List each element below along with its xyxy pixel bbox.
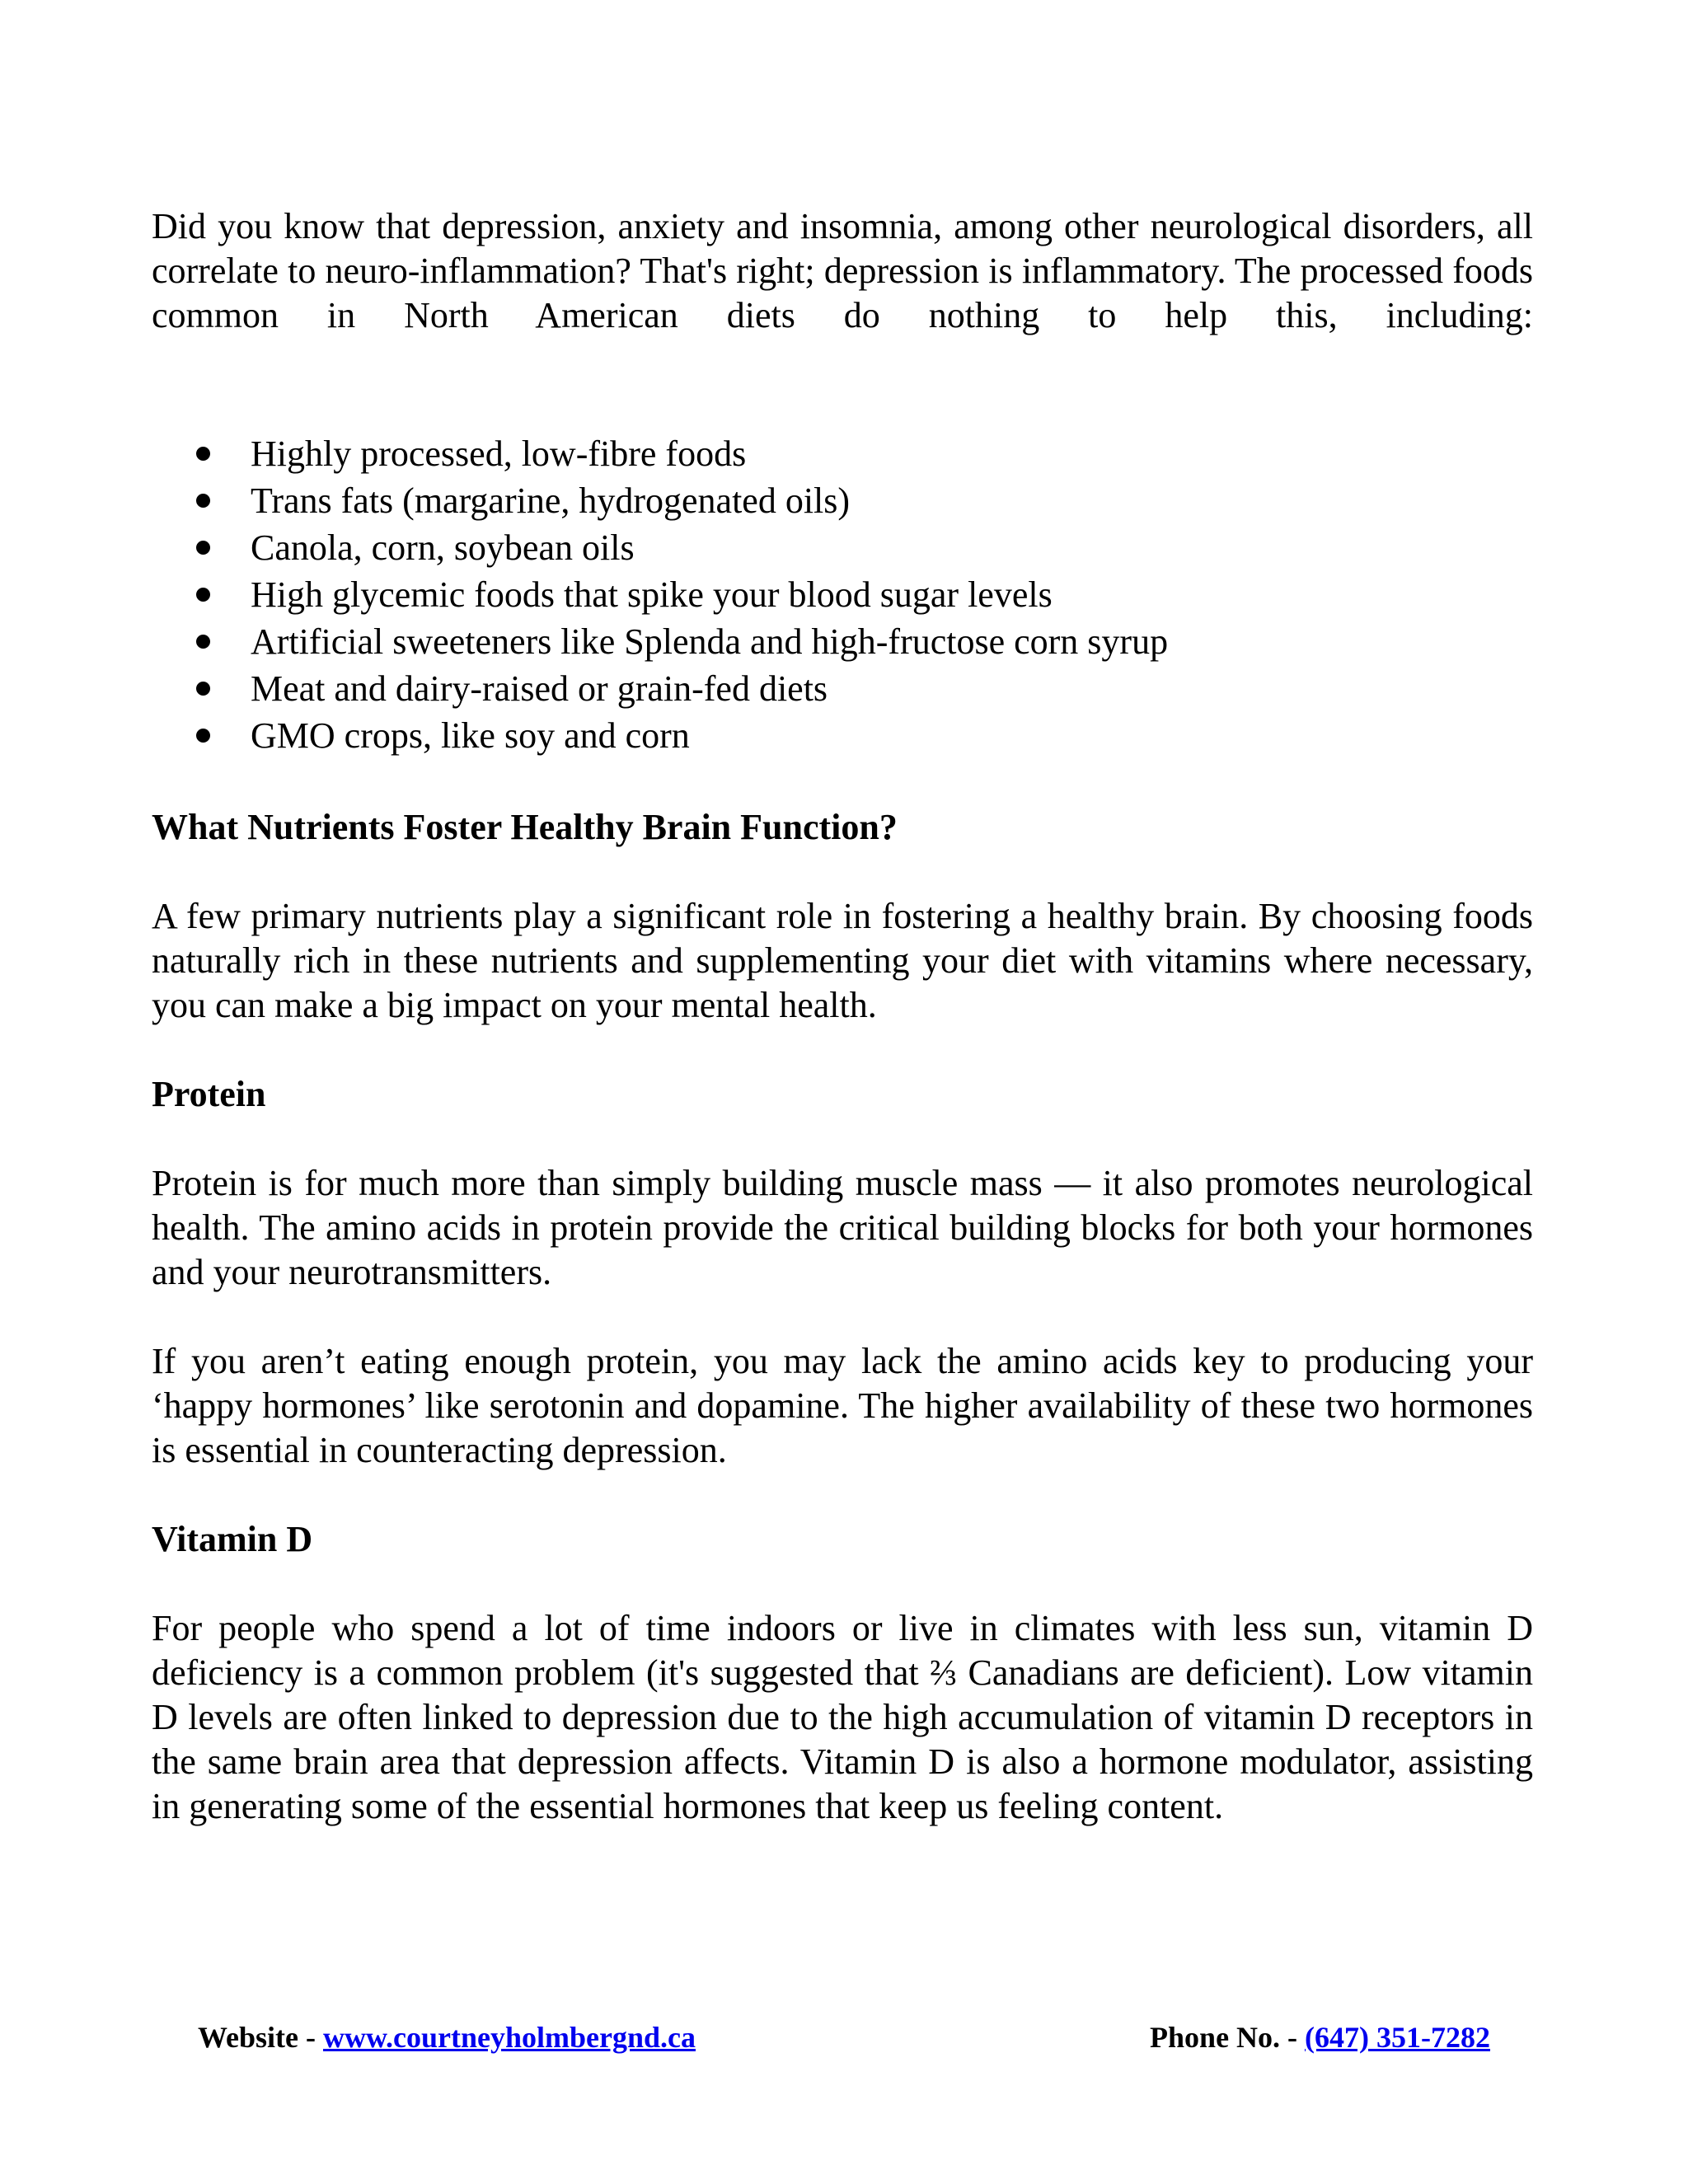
protein-paragraph-2: If you aren’t eating enough protein, you may lack the amino acids key to producing your ‘happy hormones’ like serotonin and dopamine. The higher availability of these two hormones is essential in counteracting depression. [152, 1341, 1533, 1470]
protein-heading: Protein [152, 1074, 266, 1114]
list-item-text: Canola, corn, soybean oils [251, 527, 635, 568]
phone-label: Phone No. - [1150, 2021, 1306, 2054]
page-footer [0, 2017, 1688, 2058]
list-item [251, 524, 1533, 571]
list-item-text: High glycemic foods that spike your blood sugar levels [251, 574, 1053, 615]
nutrients-heading: What Nutrients Foster Healthy Brain Function? [152, 807, 898, 847]
intro-paragraph: Did you know that depression, anxiety and insomnia, among other neurological disorders, all correlate to neuro-inflammation? That's right; depression is inflammatory. The processed foods common in North American diets do nothing to help this, including: [152, 206, 1533, 335]
bullet-icon [196, 635, 210, 649]
phone-info [1150, 2017, 1490, 2058]
list-item [251, 618, 1533, 665]
list-item [251, 665, 1533, 712]
list-item [251, 477, 1533, 524]
bullet-icon [196, 682, 210, 696]
website-info [198, 2017, 696, 2058]
document-body [152, 204, 1533, 1829]
list-item [251, 571, 1533, 618]
bullet-icon [196, 541, 210, 555]
vitamin-d-heading: Vitamin D [152, 1519, 313, 1559]
list-item-text: Highly processed, low-fibre foods [251, 434, 747, 474]
bullet-icon [196, 494, 210, 508]
nutrients-paragraph: A few primary nutrients play a significant role in fostering a healthy brain. By choosing foods naturally rich in these nutrients and supplementing your diet with vitamins where necessary, you can make a big impact on your mental health. [152, 896, 1533, 1025]
protein-paragraph-1: Protein is for much more than simply building muscle mass — it also promotes neurological health. The amino acids in protein provide the critical building blocks for both your hormones and your neurotransmitters. [152, 1163, 1533, 1292]
inflammatory-foods-list [152, 430, 1533, 759]
list-item-text: Meat and dairy-raised or grain-fed diets [251, 668, 828, 709]
website-link[interactable]: www.courtneyholmbergnd.ca [322, 2021, 696, 2054]
list-item-text: GMO crops, like soy and corn [251, 715, 690, 756]
phone-link[interactable]: (647) 351-7282 [1305, 2021, 1490, 2054]
list-item [251, 430, 1533, 477]
vitamin-d-paragraph: For people who spend a lot of time indoors or live in climates with less sun, vitamin D deficiency is a common problem (it's suggested that ⅔ Canadians are deficient). Low vitamin D levels are often linked to depression due to the high accumulation of vitamin D receptors in the same brain area that depression affects. Vitamin D is also a hormone modulator, assisting in generating some of the essential hormones that keep us feeling content. [152, 1608, 1533, 1826]
bullet-icon [196, 447, 210, 461]
list-item [251, 712, 1533, 759]
list-item-text: Artificial sweeteners like Splenda and high-fructose corn syrup [251, 621, 1169, 662]
bullet-icon [196, 729, 210, 743]
website-label: Website - [198, 2021, 323, 2054]
list-item-text: Trans fats (margarine, hydrogenated oils) [251, 480, 851, 521]
bullet-icon [196, 588, 210, 602]
